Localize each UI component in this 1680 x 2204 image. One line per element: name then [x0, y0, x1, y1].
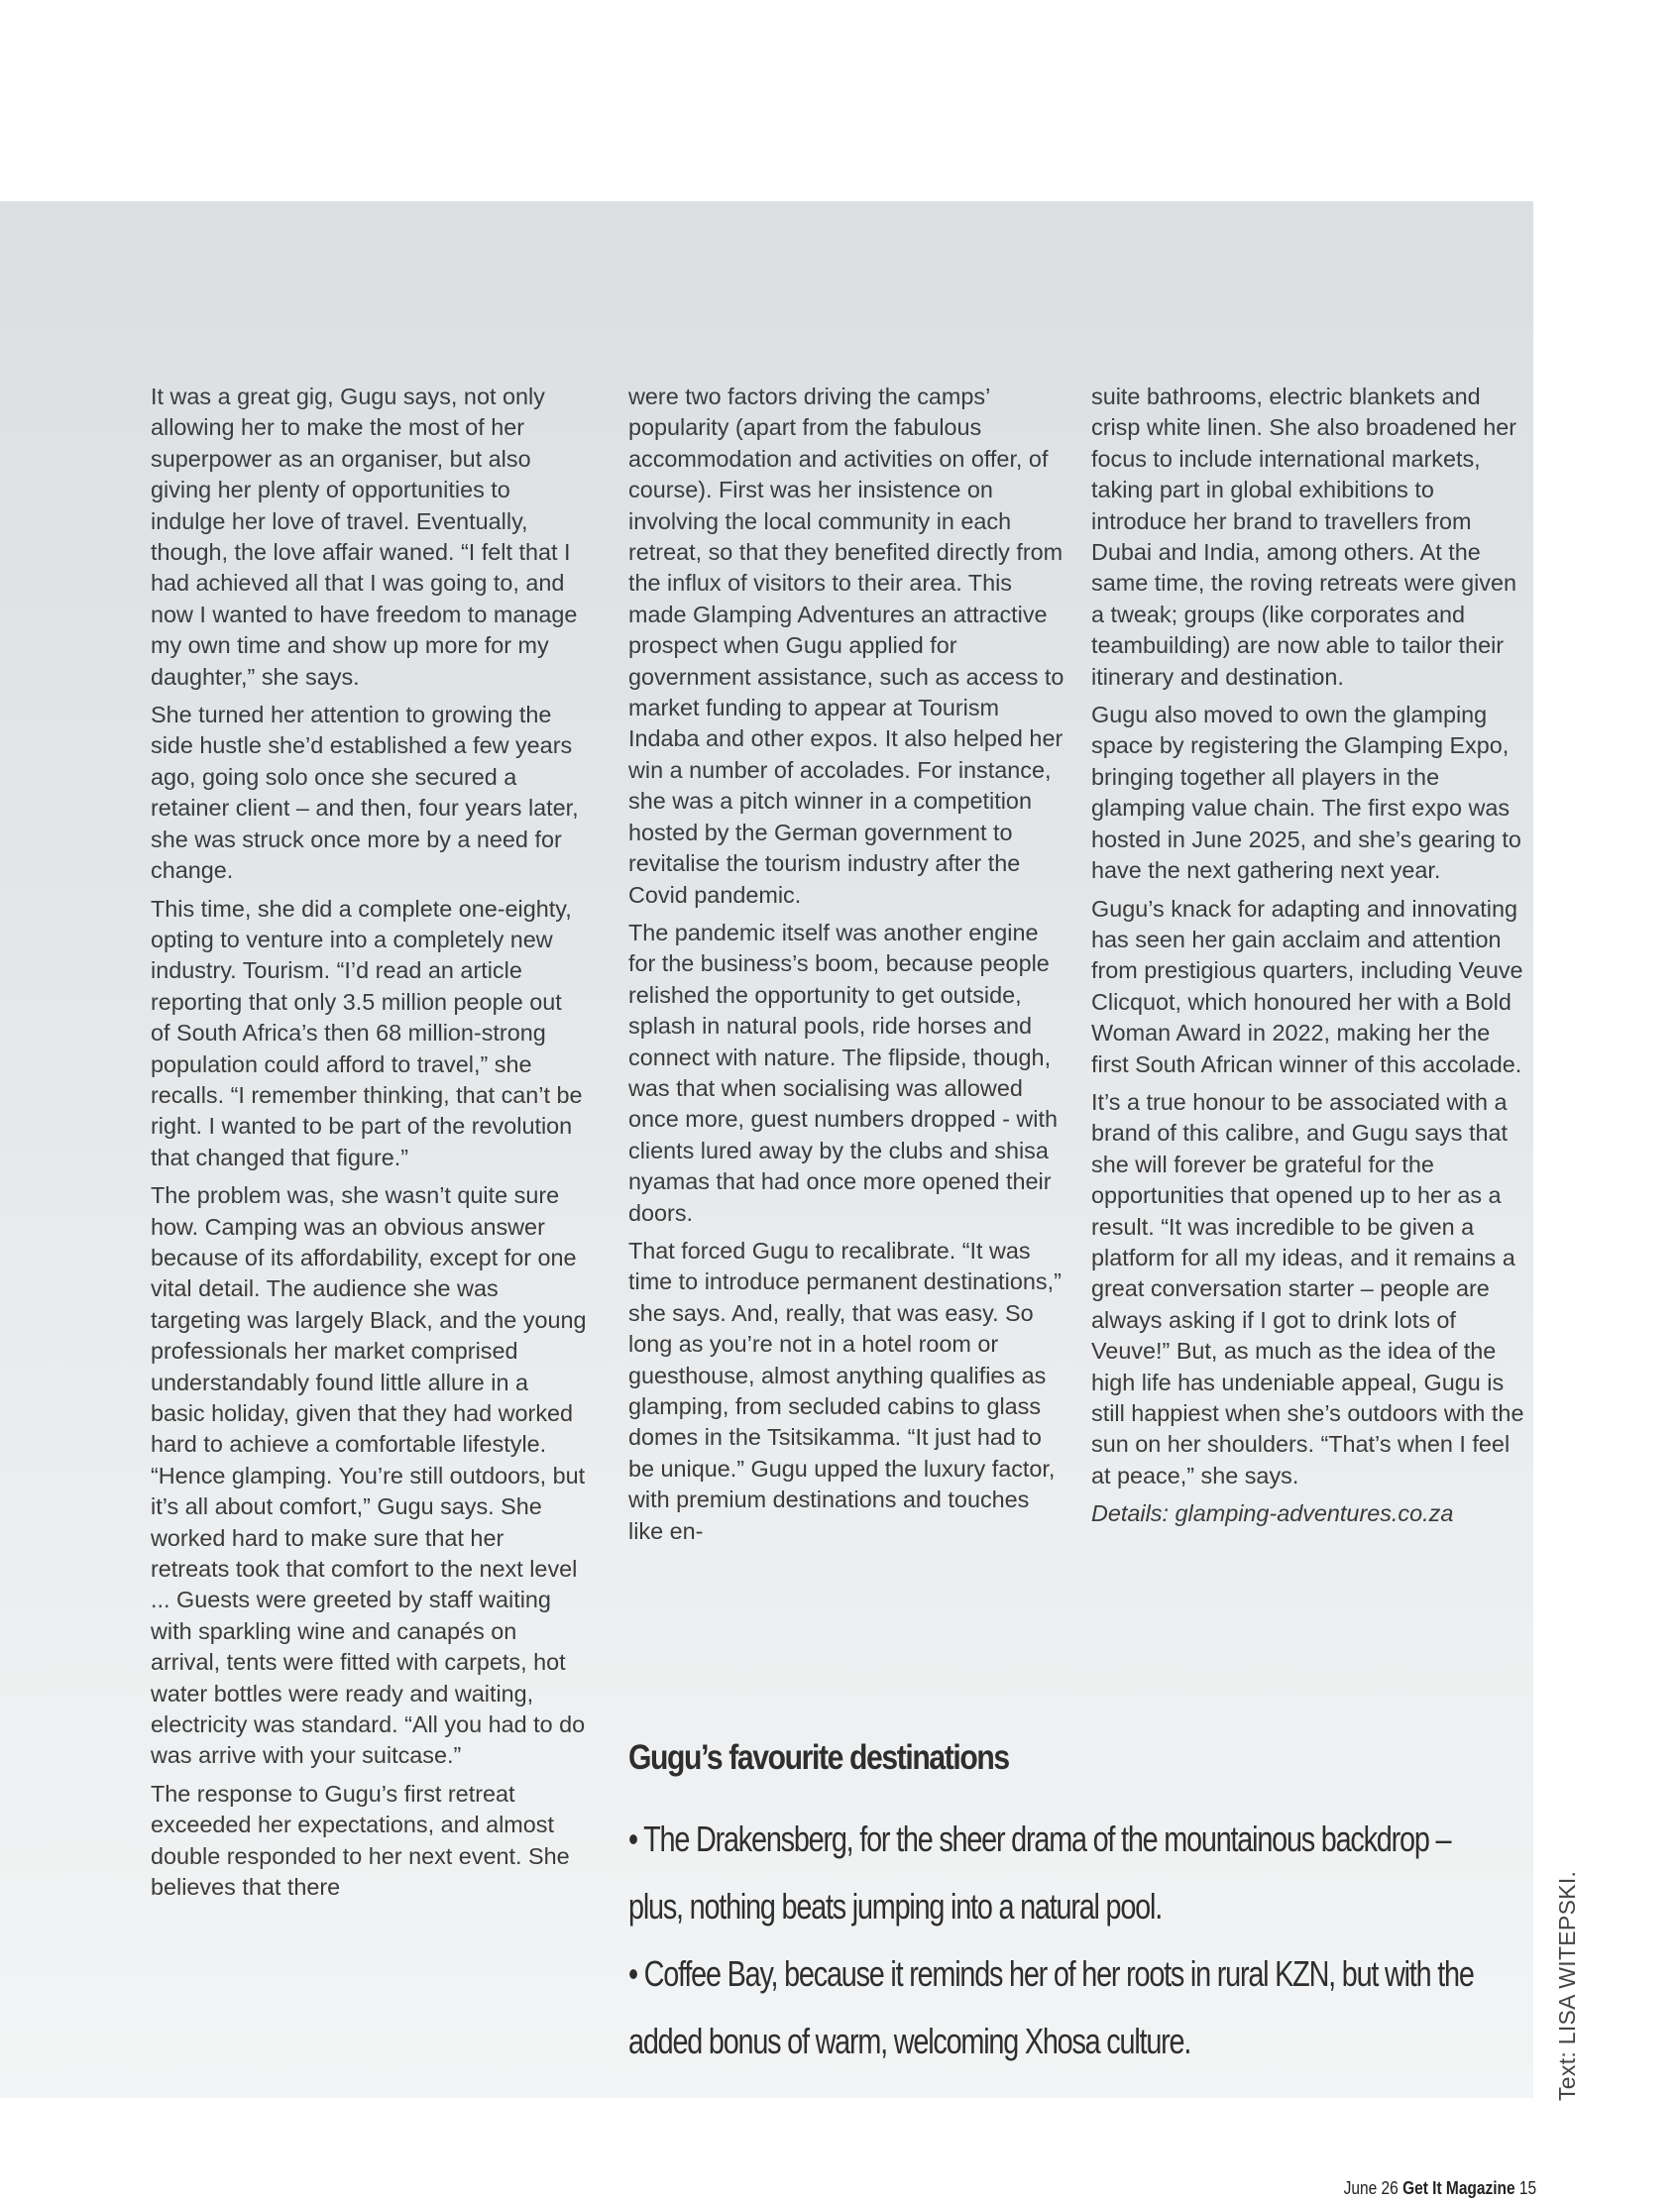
- page-footer: [1344, 2178, 1536, 2199]
- paragraph: Gugu’s knack for adapting and innovating has seen her gain acclaim and attention from prestigious quarters, including Veuve Clicquot, which honoured her with a Bold Woman Award in 2022, making her the first South African winner of this accolade.: [1091, 895, 1523, 1077]
- article-column-3: [1091, 382, 1527, 1537]
- magazine-name: Get It Magazine: [1401, 2178, 1515, 2198]
- paragraph: The response to Gugu’s first retreat exceeded her expectations, and almost double responded to her next event. She believes that there: [151, 1780, 570, 1901]
- article-column-2: [628, 382, 1064, 1554]
- paragraph: That forced Gugu to recalibrate. “It was time to introduce permanent destinations,” she says. And, really, that was easy. So long as you’re not in a hotel room or guesthouse, almost anything qualifies as glamping, from secluded cabins to glass domes in the Tsitsikamma. “It just had to be unique.” Gugu upped the luxury factor, with premium destinations and touches like en-: [628, 1237, 1062, 1544]
- paragraph: The problem was, she wasn’t quite sure how. Camping was an obvious answer because of its affordability, except for one vital detail. The audience she was targeting was largely Black, and the young professionals her market comprised understandably found little allure in a basic holiday, given that they had worked hard to achieve a comfortable lifestyle. “Hence glamping. You’re still outdoors, but it’s all about comfort,” Gugu says. She worked hard to make sure that her retreats took that comfort to the next level ... Guests were greeted by staff waiting with sparkling wine and canapés on arrival, tents were fitted with carpets, hot water bottles were ready and waiting, electricity was standard. “All you had to do was arrive with your suitcase.”: [151, 1182, 587, 1769]
- paragraph: This time, she did a complete one-eighty, opting to venture into a completely new industry. Tourism. “I’d read an article reporting that only 3.5 million people out of South Africa’s then 68 million-strong population could afford to travel,” she recalls. “I remember thinking, that can’t be right. I wanted to be part of the revolution that changed that figure.”: [151, 895, 583, 1170]
- paragraph: were two factors driving the camps’ popularity (apart from the fabulous accommodation and activities on offer, of course). First was her insistence on involving the local community in each retreat, so that they benefited directly from the influx of visitors to their area. This made Glamping Adventures an attractive prospect when Gugu applied for government assistance, such as access to market funding to appear at Tourism Indaba and other expos. It also helped her win a number of accolades. For instance, she was a pitch winner in a competition hosted by the German government to revitalise the tourism industry after the Covid pandemic.: [628, 384, 1064, 908]
- paragraph: She turned her attention to growing the side hustle she’d established a few years ago, going solo once she secured a retainer client – and then, four years later, she was struck once more by a need for change.: [151, 702, 579, 884]
- paragraph: The pandemic itself was another engine for the business’s boom, because people relished the opportunity to get outside, splash in natural pools, ride horses and connect with nature. The flipside, though, was that when socialising was allowed once more, guest numbers dropped - with clients lured away by the clubs and shisa nyamas that had once more opened their doors.: [628, 919, 1058, 1226]
- article-column-1: [151, 382, 587, 1911]
- page-number: 15: [1518, 2178, 1536, 2198]
- favourites-heading: Gugu’s favourite destinations: [628, 1738, 1009, 1777]
- favourite-destinations-box: [628, 1736, 1520, 2075]
- paragraph: It’s a true honour to be associated with a brand of this calibre, and Gugu says that she will forever be grateful for the opportunities that opened up to her as a result. “It was incredible to be given a platform for all my ideas, and it remains a great conversation starter – people are always asking if I got to drink lots of Veuve!” But, as much as the idea of the high life has undeniable appeal, Gugu is still happiest when she’s outdoors with the sun on her shoulders. “That’s when I feel at peace,” she says.: [1091, 1088, 1524, 1488]
- details-link-text: Details: glamping-adventures.co.za: [1091, 1500, 1454, 1527]
- paragraph: Gugu also moved to own the glamping space by registering the Glamping Expo, bringing together all players in the glamping value chain. The first expo was hosted in June 2025, and she’s gearing to have the next gathering next year.: [1091, 702, 1521, 884]
- author-credit: Text: LISA WITEPSKI.: [1554, 1870, 1580, 2101]
- issue-date: June 26: [1343, 2178, 1399, 2198]
- favourite-item: • Coffee Bay, because it reminds her of her roots in rural KZN, but with the added bonus of warm, welcoming Xhosa culture.: [628, 1953, 1474, 2061]
- favourite-item: • The Drakensberg, for the sheer drama of the mountainous backdrop – plus, nothing beats jumping into a natural pool.: [628, 1818, 1451, 1927]
- paragraph: suite bathrooms, electric blankets and crisp white linen. She also broadened her focus to include international markets, taking part in global exhibitions to introduce her brand to travellers from Dubai and India, among others. At the same time, the roving retreats were given a tweak; groups (like corporates and teambuilding) are now able to tailor their itinerary and destination.: [1091, 384, 1517, 690]
- paragraph: It was a great gig, Gugu says, not only allowing her to make the most of her superpower as an organiser, but also giving her plenty of opportunities to indulge her love of travel. Eventually, though, the love affair waned. “I felt that I had achieved all that I was going to, and now I wanted to have freedom to manage my own time and show up more for my daughter,” she says.: [151, 384, 578, 690]
